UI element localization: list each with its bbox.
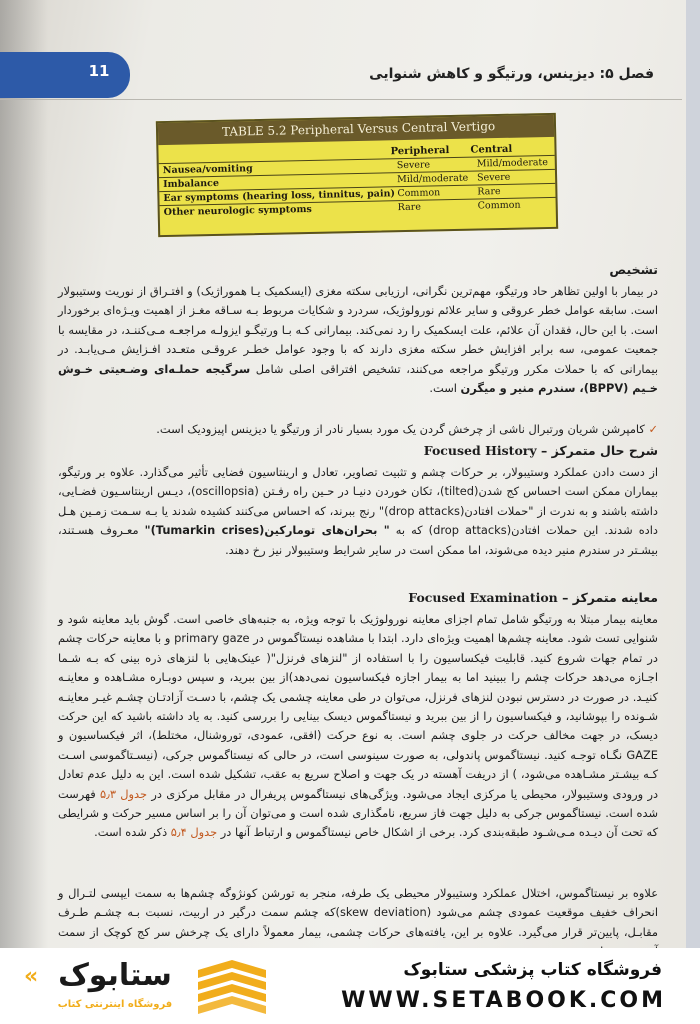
table-cell: Mild/moderate bbox=[396, 172, 469, 186]
table-cell: Severe bbox=[476, 171, 511, 184]
history-text: از دست دادن عملکرد وستیبولار، بر حرکات چشم و تثبیت تصاویر، تعادل و ارینتاسیون فضایی تأثیر می‌گذارد. علاوه بر ورتیگو، بیماران ممکن است احساس کج شدن(tilted)، تکان خوردن دنیـا در حـین راه رفـتن (oscillopsia)، دیـس ارینتاسـیون فضـایی، داشته باشند و به ندرت از "حملات افتادن(drop attacks)" رنج ببرند، که احساس می‌کنند کشیده شدند یا بـه سـمت زمـین هـل داده شدند. این حملات افتادن(drop attacks) که به bbox=[58, 465, 659, 538]
table-cell: Mild/moderate bbox=[476, 156, 549, 170]
logo-wordmark: ستابوک bbox=[58, 958, 172, 993]
page-gutter-shadow bbox=[0, 0, 48, 948]
table-cell: Imbalance bbox=[163, 177, 220, 191]
history-paragraph bbox=[58, 463, 658, 560]
store-url: WWW.SETABOOK.COM bbox=[341, 988, 666, 1013]
exam-text: معاینه بیمار مبتلا به ورتیگو شامل تمام اجزای معاینه نورولوژیک با توجه ویژه، به جنبه‌های خاصی است. گوش باید معاینه شود و شنوایی تست شود. معاینه چشم‌ها اهمیت ویژه‌ای دارد. ابتدا با مشاهده نیستاگموس در primary gaze و با معاینه حرکات چشم در تمام جهات شروع کنید. قابلیت فیکساسیون را با استفاده از "لنزهای فرنزل"( عینک‌هایی با لنزهای ذره بینی که بـه شـما اجـازه می‌دهد حرکات چشم را ببینید اما به بیمار اجازه فیکساسیون نمی‌دهد)از بین ببرید، و سپس دوبـاره مشـاهده و معاینـه کنیـد. در صورت در دسترس نبودن لنزهای فرنزل، می‌توان در طی معاینه چشمی یک چشم، با دسـت آزادتـان چشـم غیـر معاینـه شـونده را بپوشانید، و فیکساسیون را از بین ببرید و نیستاگموس دیسک بینایی را بررسی کنید. به یاد داشته باشید که این حرکت دیسک، در جهت مخالف حرکت در جلوی چشم است. به نوع حرکت (افقی، عمودی، توروشنال، مختلط)، اثر فیکساسیون و GAZE نگـاه توجـه کنید. نیستاگموس پاندولی، به صورت سینوسی است، در حالی که نیستاگموس جرکی، (نیسـتاگموسی اسـت کـه بیشـتر مشـاهده می‌شود، ) از دریفت آهسته در یک جهت و اصلاح سریع به عقب، تشکیل شده است. این به دلیل عدم تعادل در ورودی وستیبولار، محیطی یا مرکزی ایجاد می‌شود. ویژگی‌های نیستاگموس پریفرال در مقابل مرکزی در bbox=[58, 612, 659, 801]
exam-text-end: ذکر شده است. bbox=[94, 825, 168, 840]
page-number: 11 bbox=[88, 62, 110, 80]
diagnosis-text: در بیمار با اولین تظاهر حاد ورتیگو، مهم‌ترین نگرانی، ارزیابی سکته مغزی (ایسکمیک یـا هموراژیک) و افتـراق از نوریت وستیبولار است. سابقه عوامل خطر عروقی و سایر علائم نورولوژیک، سردرد و شکایات مربوط بـه سـاقه مغـز از اهمیت ویـژه‌ای برخوردار است. با این حال، فقدان آن علائم، علت ایسکمیک را رد نمی‌کند. بیمارانی کـه بـا ورتیگـو ایزولـه مراجعـه مـی‌کننـد، در مقایسه با جمعیت عمومی، سه برابر افزایش خطر سکته مغزی دارند که با وجود عوامل خطـر عروقـی متعـدد افـزایش مـی‌یابـد. در بیمارانی که با حملات مکرر ورتیگو مراجعه می‌کنند، تشخیص افتراقی اصلی شامل bbox=[58, 284, 658, 376]
diagnosis-bullet bbox=[58, 420, 658, 439]
table-cell: Common bbox=[397, 187, 441, 200]
diagnosis-text-end: است. bbox=[429, 381, 457, 396]
exam-text-mid: فهرست شده است. نیستاگموس جرکی به دلیل جهت فاز سریع، نامگذاری شده است و می‌توان آن را بر اساس مسیر حرکت و شرایطی که تحت آن دیـده مـی‌شـود طبقه‌بندی کرد. برخی از اشکال خاص نیستاگموس و ارتباط آنها در bbox=[58, 786, 658, 840]
chapter-title: فصل ۵: دیزینس، ورتیگو و کاهش شنوایی bbox=[369, 66, 654, 82]
table-cell: Nausea/vomiting bbox=[162, 163, 253, 177]
table-cell: Rare bbox=[397, 201, 422, 214]
diagnosis-bold-text: سرگیجه حملـه‌ای وضـعیتی خـوش خـیم (BPPV)، سندرم منیر و میگرن bbox=[58, 361, 658, 396]
table-cell: Other neurologic symptoms bbox=[163, 203, 312, 219]
table-cell: Severe bbox=[396, 159, 431, 172]
diagnosis-heading: تشخیص bbox=[609, 262, 658, 277]
bullet-text: کامپرشن شریان ورتبرال ناشی از چرخش گردن یک مورد بسیار نادر از ورتیگو یا دیزینس اپیزودیک است. bbox=[156, 422, 645, 436]
page-edge bbox=[686, 0, 700, 948]
logo-chevron-icon: « bbox=[24, 964, 39, 989]
vertigo-comparison-table bbox=[156, 113, 558, 237]
focused-exam-heading bbox=[408, 590, 658, 605]
store-footer-banner bbox=[0, 948, 700, 1024]
diagnosis-paragraph bbox=[58, 282, 658, 398]
setabook-book-icon bbox=[192, 960, 272, 1014]
history-heading-en: Focused History bbox=[423, 443, 537, 458]
exam-heading-en: Focused Examination bbox=[408, 590, 558, 605]
focused-history-heading bbox=[424, 443, 658, 458]
running-header bbox=[0, 52, 682, 100]
exam-heading-fa: معاینه متمرکز – bbox=[562, 590, 658, 605]
history-bold-text: " بحران‌های تومارکین(Tumarkin crises)" bbox=[144, 523, 390, 538]
table-reference-link: جدول ۵٫۳ bbox=[100, 786, 148, 801]
table-caption: TABLE 5.2 Peripheral Versus Central Vertigo bbox=[158, 115, 554, 145]
table-header-cell: Peripheral bbox=[390, 145, 450, 158]
check-icon: ✓ bbox=[648, 422, 658, 436]
page-number-tab bbox=[0, 52, 130, 98]
table-cell: Ear symptoms (hearing loss, tinnitus, pain) bbox=[163, 188, 396, 205]
table-reference-link: جدول ۵٫۴ bbox=[170, 825, 218, 840]
exam-text-2: علاوه بر نیستاگموس، اختلال عملکرد وستیبولار محیطی یک طرفه، منجر به تورشن کونژوگه چشم‌ها به سمت ایپسی لتـرال و انحراف خفیف موقعیت عمودی چشم می‌شود (skew deviation)که چشم سمت درگیر در اربیت، نسبت بـه چشـم طـرف مقابـل، پایین‌تر قرار می‌گیرد. علاوه بر این، یافته‌های حرکات چشمی، بیمار معمولاً دارای یک چرخش سر کج کوچک از سمت bbox=[58, 886, 658, 939]
table-cell: Rare bbox=[477, 185, 501, 198]
store-title: فروشگاه کتاب پزشکی ستابوک bbox=[403, 960, 662, 980]
table-cell: Common bbox=[477, 199, 521, 212]
exam-paragraph bbox=[58, 610, 658, 843]
history-heading-fa: شرح حال متمرکز – bbox=[541, 443, 658, 458]
table-header-cell: Central bbox=[470, 143, 513, 156]
logo-subtitle: فروشگاه اینترنتی کتاب bbox=[57, 999, 173, 1010]
history-text-end: معـروف هسـتند، بیشـتر در سندرم منیر دیده می‌شوند، اما ممکن است در سایر شرایط وستیبولار نیز رخ دهند. bbox=[58, 523, 658, 557]
